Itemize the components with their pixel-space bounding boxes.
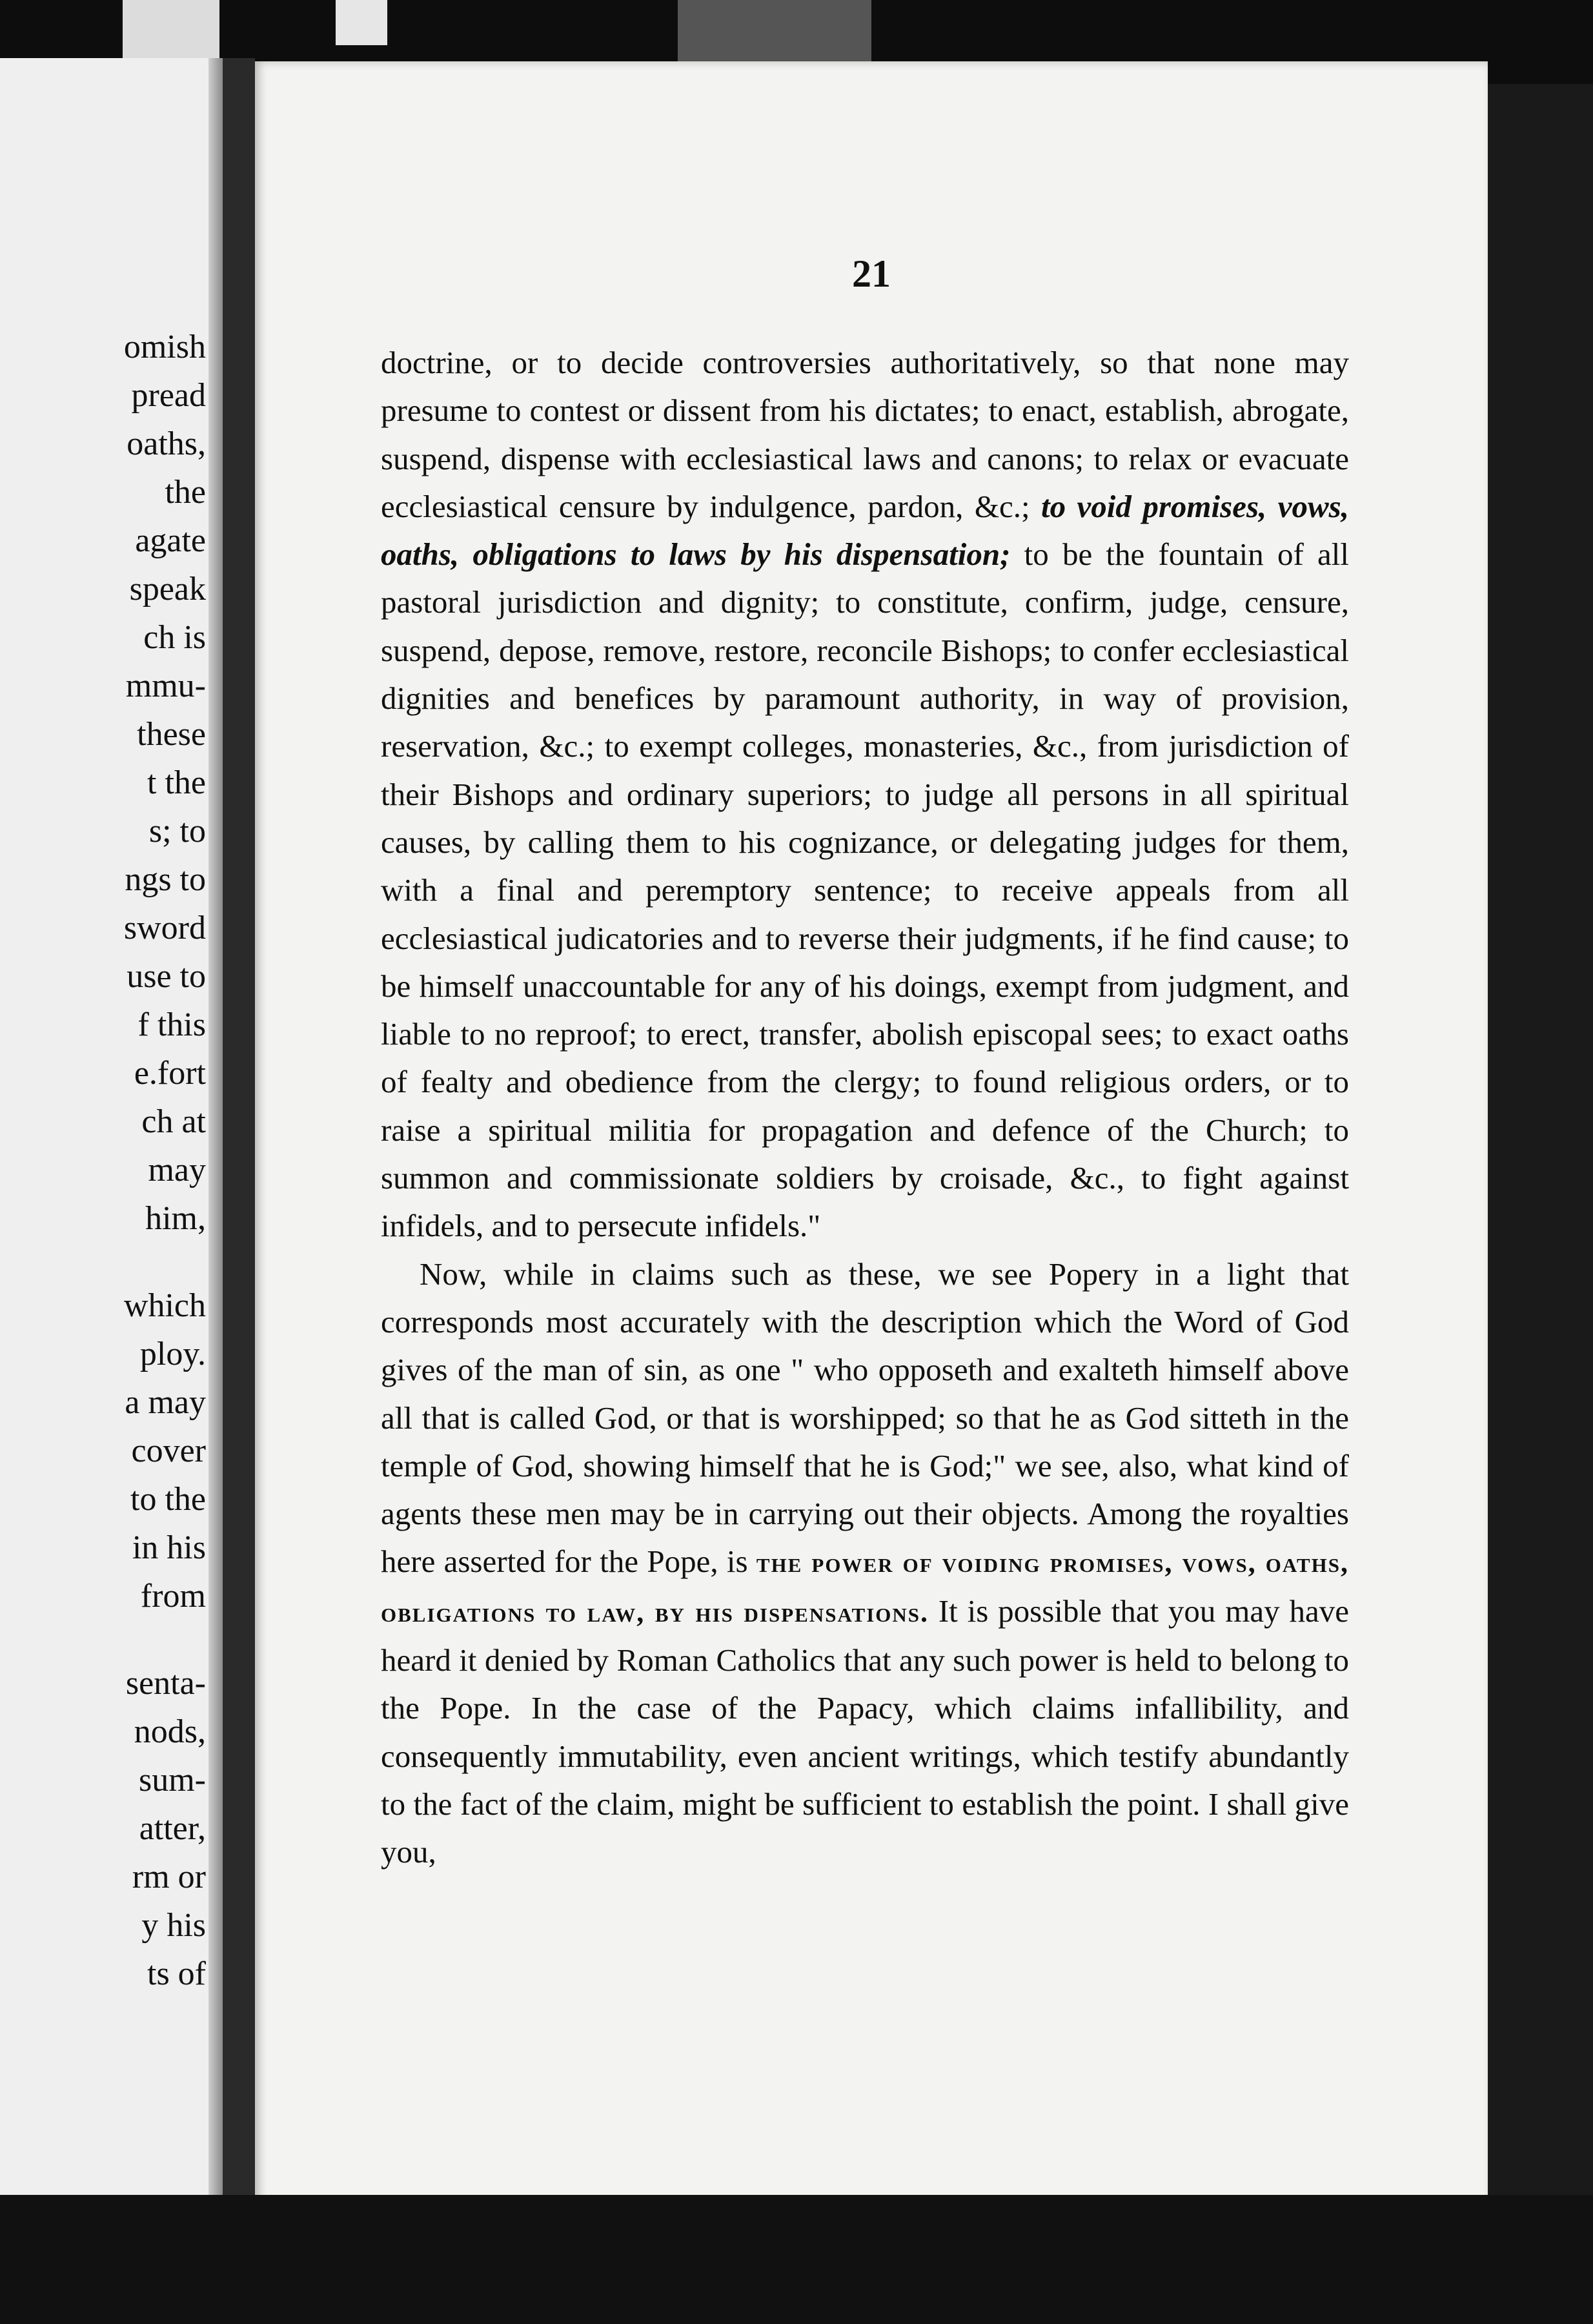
body-text [381,339,1349,1877]
left-page-line [124,1620,206,1659]
left-page-line-list [124,323,206,1998]
left-page-line: oaths, [127,425,206,462]
book-gutter [223,58,255,2201]
scan-artifact [336,0,387,45]
left-page-line: y his [141,1907,206,1944]
paragraph-1-emphasis: to void promises, vows, oaths, obligations to laws by his dispensation; [381,488,1349,573]
paragraph-1-text-c: to be the fountain of all pastoral jurisdiction and dignity; to constitute, confirm, judge, censure, suspend, depose, remove, restore, reconcile Bishops; to confer ecclesiastical dignities and benefices by paramount authority, in way of provision, reservation, &c.; to exempt colleges, monasteries, &c., from jurisdiction of their Bishops and ordinary superiors; to judge all persons in all spiritual causes, by calling them to his cognizance, or delegating judges for them, with a final and peremptory sentence; to receive appeals from all ecclesiastical judicatories and to reverse their judgments, if he find cause; to be himself unaccountable for any of his doings, exempt from judgment, and liable to no reproof; to erect, transfer, abolish episcopal sees; to exact oaths of fealty and obedience from the clergy; to found religious orders, or to raise a spiritual militia for propagation and defence of the Church; to summon and commissionate soldiers by croisade, &c., to fight against infidels, and to persecute infidels." [381,536,1350,1244]
left-page-line: use to [127,958,206,995]
paragraph-1-text-a: doctrine, or to decide controversies authoritatively, so that none may presume to contest or dissent from his dictates; to enact, establish, abrogate, suspend, dispense with ecclesiastical laws and canons; to relax or evacuate ecclesiastical censure by indulgence, pardon, &c.; [381,345,1349,524]
left-page-line: atter, [139,1810,206,1847]
left-page-line: these [137,716,206,753]
left-page-line: ch is [143,619,206,656]
left-page-fragment [0,58,223,2201]
page-fold-shadow [208,58,223,2201]
paragraph-2-text-a: Now, while in claims such as these, we see Popery in a light that corresponds most accurately with the description which the Word of God gives of the man of sin, as one " who opposeth and exalteth himself above all that is called God, or that is worshipped; so that he as God sitteth in the temple of God, showing himself that he is God;" we see, also, what kind of agents these men may be in carrying out their objects. Among the royalties here asserted for the Pope, is [381,1256,1349,1580]
left-page-line: rm or [132,1859,206,1895]
paragraph-1 [381,339,1349,1250]
left-page-line [124,1243,206,1281]
scan-bottom-border [0,2195,1593,2324]
left-page-line: f this [137,1006,206,1043]
left-page-line: s; to [148,813,206,850]
left-page-line: the [165,474,206,511]
left-page-line: cover [131,1432,206,1469]
left-page-line: which [123,1287,206,1324]
left-page-line: a may [125,1384,206,1421]
left-page-line: in his [132,1529,206,1566]
left-page-line: e.fort [134,1055,206,1092]
left-page-line: agate [135,522,206,559]
paragraph-2-text-c: It is possible that you may have heard it denied by Roman Catholics that any such power is held to belong to the Pope. In the case of the Papacy, which claims infallibility, and consequently immutability, even ancient writings, which testify abundantly to the fact of the claim, might be sufficient to establish the point. I shall give you, [381,1593,1349,1870]
scan-artifact [678,0,871,65]
left-page-line: may [148,1152,206,1188]
left-page-line: ch at [141,1103,206,1140]
left-page-line: sword [123,910,206,946]
left-page-line: t the [147,764,206,801]
left-page-line: omish [123,329,206,365]
page-number: 21 [852,252,891,295]
paragraph-2-small-caps: the power of voiding promises, vows, oaths, obligations to law, by his dispensations. [381,1547,1350,1628]
left-page-line: him, [145,1200,206,1237]
left-page-line: to the [130,1481,206,1518]
paragraph-2 [381,1250,1349,1877]
left-page-line: from [140,1578,206,1615]
left-page-line: pread [131,377,206,414]
right-page [255,61,1488,2250]
left-page-line: speak [129,571,206,607]
left-page-line: mmu- [125,668,206,704]
left-page-line: sum- [139,1762,206,1799]
left-page-line: senta- [125,1665,206,1702]
left-page-line: ngs to [125,861,206,898]
left-page-line: ploy. [139,1336,206,1372]
left-page-line: ts of [147,1955,206,1992]
left-page-line: nods, [134,1713,206,1750]
